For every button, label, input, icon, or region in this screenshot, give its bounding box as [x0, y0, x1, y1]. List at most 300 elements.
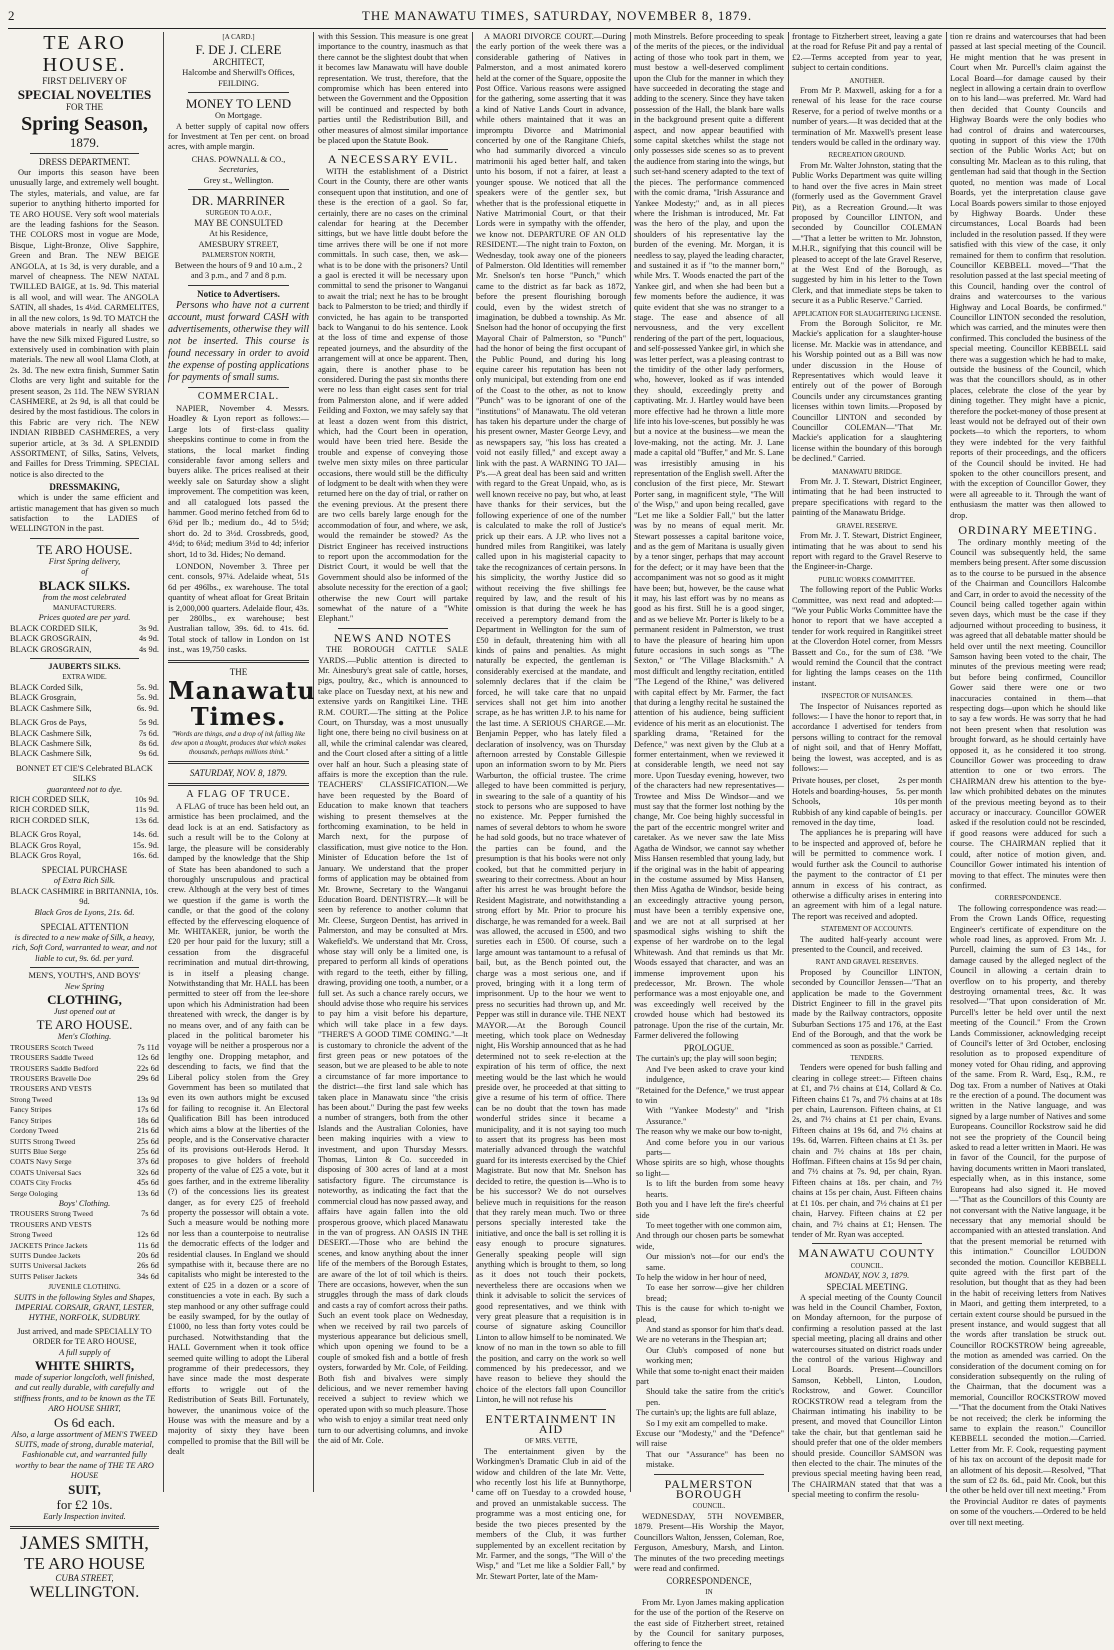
advert-line: IN [705, 1588, 713, 1597]
price-row [10, 704, 159, 714]
price-item: TROUSERS Strong Tweed [10, 1209, 93, 1219]
advert-line: FEILDING. [218, 78, 259, 88]
advert-line: Boys' Clothing. [58, 1198, 111, 1208]
price-value: 9s 6d. [138, 749, 159, 759]
advert-line: Black Gros de Lyons, 21s. 6d. [34, 907, 135, 917]
price-row [10, 693, 159, 703]
price-item: BLACK Gros Royal, [10, 840, 81, 850]
price-row [10, 805, 159, 815]
advert-line: JUVENILE CLOTHING. [48, 1283, 121, 1292]
price-value: 7s 6d [141, 1209, 159, 1219]
price-item: Fancy Stripes [10, 1115, 52, 1125]
section-heading: CORRESPONDENCE, [666, 1576, 752, 1587]
advert-line: SUIT, [68, 1481, 101, 1497]
price-item: BLACK Cashmere Silk, [10, 703, 92, 713]
poem-line: To ease her sorrow—give her children bread; [646, 1283, 784, 1303]
advert-line: BLACK CASHMIRE in BRITANNIA, 10s. 9d. [10, 886, 159, 907]
price-row [10, 1095, 159, 1105]
article-body: moth Minstrels. Before proceeding to speak of the merits of the pieces, or the individual acting of those who took part in them, we must bestow a well-deserved compliment upon the Club for the manner in which they have succeeded in decorating the stage and adding to the scenery. Since they have taken possession of the Hall, the blank bare walls in the background present quite a different aspect, and now appear beautified with some capital sketches whilst the stage not only possesses side scenes so as to prevent the audience from staring into the wings, but such set-hand scenery adapted to the text of the pieces. The performance commenced with the comic drama, "Irish Assurance and Yankee Modesty;" and, as in all pieces where the Irishman is introduced, Mr. Fat was the hero of the play, and upon the shoulders of his representative lay the burden of the evening. Mr. Morgan, it is needless to say, played the leading character, and sustained it as if "to the manner born," while Mrs. T. Woods enacted the part of the Yankee girl, and when she had been but a few moments before the audience, it was quite evident that she was no stranger to a stage. The ease and absence of all nervousness, and the very excellent rendering of the part of the pert, loquacious, and self-possessed Yankee girl, in which she was letter perfect, was a pleasing contrast to the timidity of the other lady performers, who, however, looked as if was intended they should, exceedingly pretty and captivating. Mr. J. Hartley would have been more effective had he thrown a little more life into his love-scenes, but possibly he was but a novice at the business—we mean the love-making, not the acting. Mr. J. Lane made a capital old "Buffer," and Mr. S. Lane was irresistibly amusing in his representation of the English swell. After the conclusion of the first piece, Mr. Stewart Porter sang, in magnificent style, "The Will o' the Wisp," and upon being recalled, gave "Let me like a Soldier Fall," but the latter was by no means of equal merit. Mr. Stewart possesses a capital baritone voice, and as the gem of Maritana is usually given by a tenor singer, perhaps that may account for the defect; or it may have been that the accompaniment was not so good as it might have been; but, however, be the cause what it may, his last effort was by no means as good as his first. Still he is a good singer, and as we believe Mr. Porter is likely to be a permanent resident in Palmerston, we trust to have the pleasure of hearing him upon future occasions in such songs as "The Sexton," or "The Village Blacksmith." A most difficult and lengthy recitation, entitled "The Legend of the Rhine," was delivered with capital effect by Mr. Farmer, the fact that during a lengthy recital he sustained the attention of his audience, being sufficient evidence of his merit as an elocutionist. The sparkling drama, "Retained for the Defence," was next given by the Club at a former entertainment, when we reviewed it at considerable length, we need not say more. Upon Tuesday evening, however, two of the characters had new representatives—Trowtee and Miss De Windsor—and we must say that the former lost nothing by the change, Mr. Coe being highly successful in the part of the eccentric mongrel writer and caretaker. As we never saw the late Miss Agatha de Windsor, we cannot say whether Miss Hansen resembled that young lady, but if the original was in the habit of appearing in the costume assumed by Miss Hansen, then Miss Agatha de Windsor, beside being an exceedingly attractive young person, must have been a terribly expensive one, and we are not at all surprised at her spasmodical sighs wishing to shift the expense of her wardrobe on to the legal Whitewash. And that reminds us that Mr. Woods essayed that character, and was an immense improvement upon his predecessor, Mr. Brown. The whole performance was a most enjoyable one, and was exceedingly well received by the crowded house which had bestowed its patronage. Upon the rise of the curtain, Mr. Farmer delivered the following [634, 32, 785, 1040]
article-body: LONDON, November 3. Three per cent. consols, 97¼. Adelaide wheat, 51s 6d per 496lbs., ex warehouse. The total quantity of wheat afloat for Great Britain is 2,000,000 quarters. Adelaide flour, 43s. per 280lbs., ex warehouse; best Australian tallow, 39s. 6d. to 41s. 6d. Total stock of tallow in London on 1st inst., was 19,750 casks. [168, 562, 309, 655]
poem-line: So I my exit am compelled to make. [646, 1418, 768, 1428]
price-list [10, 718, 159, 760]
article-body: The entertainment given by the Workingmen's Dramatic Club in aid of the widow and children of the late Mr. Vette, who recently lost his life at Bunnythorpe, came off on Tuesday to a crowded house, and proved an unmistakable success. The programme was a most enticing one, for beside the two pieces presented by the members of the Club, it was further supplemented by an excellent recitation by Mr. Farmer, and the songs, "The Will o' the Wisp," and "Let me like a Soldier Fall," by Mr. Stewart Porter, late of the Mam- [476, 1446, 626, 1581]
price-value: 25s 6d [136, 1136, 159, 1146]
price-row [10, 683, 159, 693]
subhead: RANT AND GRAVEL RESERVES. [815, 958, 919, 967]
price-row [10, 1157, 159, 1167]
price-row [792, 787, 942, 797]
price-row [10, 1209, 159, 1219]
article-body: The ordinary monthly meeting of the Council was subsequently held, the same members being present. After some discussion as to the course to be pursued in the absence of the Chairman and Councillors Halcombe and Carr, in order to avoid the necessity of the Council being called together again within seven days, which must be the case if they adjourned without proceeding to business, it was agreed that all debatable matter should be held over until the next meeting. Councillor Samson having been voted to the chair, The minutes of the previous meeting were read; but before being confirmed, Councillor Gower said there were one or two inaccuracies contained in them—that respecting dogs—upon which he should like to say a few words. He was sorry that he had not been present when that resolution was brought forward, as he should certainly have opposed it, as he considered it too strong. Councillor Gower was proceeding to draw attention to one or two errors. The CHAIRMAN drew his attention to the bye-law which prohibited debates on the minutes of the previous meeting beyond as to their accuracy or inaccuracy. Councillor GOWER asked if the resolution could not be rescinded, if good reasons were adduced for such a course. The CHAIRMAN replied that it could, after notice of motion given, and. Councillor Gower intimated his intention of moving to that effect. The minutes were then confirmed. [950, 537, 1106, 890]
column-rule [163, 32, 164, 1492]
article-body: The following report of the Public Works Committee, was next read and adopted:— "We your Public Works Committee have the honor to report that we have accepted a tender for work required in Rangitikei street at the Cloverdon Hotel corner, from Messrs Bassett and Co., for the sum of £38. "We would remind the Council that the contract for lighting the lamps ceases on the 11th instant. [792, 585, 942, 688]
advert-body: A better supply of capital now offers for Investment at Ten per cent. on broad acres, with ample margin. [168, 121, 309, 152]
column-rule [788, 32, 789, 1492]
price-row [10, 1043, 159, 1053]
price-item: Rubbish of any kind capable of being removed in the day time, [792, 807, 918, 828]
price-value: 11s 9d. [135, 805, 159, 815]
advert-line: FOR THE [65, 102, 104, 112]
article-body: WEDNESDAY, 5TH NOVEMBER, 1879. Present—His Worship the Mayor, Councillors Walton, Jenssen, Coleman, Roe, Ferguson, Amesbury, Marsh, and Linton. The minutes of the two preceding meetings were read and confirmed. [634, 1511, 784, 1573]
subhead: SPECIAL MEETING. [826, 1281, 908, 1292]
price-value: 16s. 6d. [132, 850, 159, 860]
price-value: 15s. 9d. [132, 840, 159, 850]
article-body: The Inspector of Nuisances reported as follows:— I have the honor to report that, in accordance I advertised for tenders from persons willing to contract for the removal of night soil, and that of Henry Moffatt, being the lowest, was accepted, and is as follows:— [792, 701, 942, 774]
advert-line: At his Residence, [209, 229, 268, 239]
price-value: 10s per month [894, 797, 942, 807]
poem-line: The curtain's up; the lights are full ablaze, [636, 1408, 777, 1418]
price-value: 21s 6d [136, 1126, 159, 1136]
price-value: 6s. 9d. [136, 703, 159, 713]
section-heading: NEWS AND NOTES [334, 630, 452, 645]
price-row [10, 739, 159, 749]
advert-line: guaranteed not to dye. [46, 784, 123, 794]
article-subheading: COUNCIL. [850, 1261, 884, 1270]
price-value: 4s 9d. [138, 634, 159, 644]
poem-line: To help the widow in her hour of need, [636, 1272, 767, 1282]
advert-line: CUBA STREET, [55, 1573, 114, 1584]
price-item: TROUSERS AND VESTS [10, 1219, 92, 1229]
price-row [792, 776, 942, 786]
poem-line: Both you and I have left the fire's cheerful side [636, 1200, 784, 1220]
advert-line: AMESBURY STREET, [198, 239, 279, 249]
price-value: 7s 6d. [138, 728, 159, 738]
section-heading: DRESSMAKING, [49, 482, 120, 493]
price-value: 13s 6d [136, 1188, 159, 1198]
advert-title: TE ARO HOUSE. [42, 32, 127, 76]
price-item: BLACK GROSGRAIN, [10, 644, 92, 654]
masthead-line: THE [229, 666, 248, 677]
rate-list [792, 776, 942, 828]
price-item: TROUSERS Saddle Tweed [10, 1053, 94, 1063]
article-body: The audited half-yearly account were presented to the Council, and received. [792, 934, 942, 954]
price-row [10, 634, 159, 644]
poem-line: And I've been asked to crave your kind indulgence, [646, 1064, 784, 1085]
subhead: TENDERS. [850, 1054, 884, 1062]
column-rule [946, 32, 947, 1492]
advert-line: MAY BE CONSULTED [194, 218, 283, 229]
price-value: 37s 6d [136, 1157, 159, 1167]
price-value: 12s 6d [136, 1053, 159, 1063]
price-value: 34s 6d [136, 1271, 159, 1281]
price-value: 12s 6d [136, 1230, 159, 1240]
price-value: 5s 9d. [138, 718, 159, 728]
column-rule [630, 32, 631, 1492]
article-body: From Mr. J. T. Stewart, District Engineer, intimating that he was about to send his report with regard to the Gravel Reserve to the Engineer-in-Charge. [792, 531, 942, 572]
article-body: Tenders were opened for bush falling and clearing in college street:— Fifteen chains at £1, and 7½ chains at £14, Collard & Co. Fifteen chains £1 7s, and 7½ chains at at 18s per chain, Laurenson. Fifteen chains, at £1 2s, and 7½ chains at £1 per chain, Evans. Fifteen chains at 19s 6d, and 7½ chains at 19s. 6d, Warren. Fifteen chains at £1 3s. per chain and 7½ chains at 18s per chain, Hoffman. Fifteen chains at 15s 9d per chain, and 7½ chains at 7s. 9d, per chain, Ryan. Fifteen chains at 18s. per chain, and 7½ chains at 15s per chain, Aust. Fifteen chains at £1 10s. per chain, and 7½ chains at £1 per chain, Harvey. Fifteen chains at £2 per chain, and 7½ chains at £1; Hensen. The tender of Mr. Ryan was accepted. [792, 1063, 942, 1239]
advert-line: FIRST DELIVERY OF [42, 76, 127, 86]
advert-line: New Spring [64, 981, 105, 991]
section-heading: JAUBERTS SILKS. [48, 662, 121, 672]
price-value: 26s 6d [136, 1261, 159, 1271]
price-row [10, 1168, 159, 1178]
advert-line: of Extra Rich Silk. [53, 876, 116, 886]
poem-line: Whose spirits are so high, whose thoughts so light— [636, 1158, 784, 1178]
price-value: 5s. 9d. [136, 693, 159, 703]
price-item: RICH CORDED SILK, [10, 805, 90, 815]
price-row [10, 1220, 159, 1230]
article-body: with this Session. This measure is one great importance to the country, inasmuch as that there cannot be the slightest doubt that when it becomes law Manawatu will have double representation. We trust, therefore, that the compromise which has been entered into between the Government and the Opposition will be continued and respected by both parties until the Redistribution Bill, and other measures of almost similar importance be placed upon the Statute Book. [318, 32, 469, 146]
price-row [10, 1064, 159, 1074]
price-value: 45s 6d [136, 1178, 159, 1188]
advert-title: TE ARO HOUSE. [36, 541, 133, 557]
article-body: From Mr. Lyon James making application for the use of the portion of the Reserve on the east side of Fitzherbert street, retained by the Council for sanitary purposes, offering to fence the [634, 1597, 784, 1649]
price-row [10, 1261, 159, 1271]
article-body: tion re drains and watercourses that had been passed at last special meeting of the Council. He might mention that he was present in Court when Mr. Purcell's claim against the Local Board—for damage caused by their neglect in allowing a certain drain to overflow on to his land—was preferred. Mr. Ward had then decided that County Councils and Highway Boards were the only bodies who had control of drains and watercourses, quoting in support of this view the 170th section of the Public Works Act; but on consulting Mr. Maclean as to this ruling, that gentleman had said that though in the Section quoted, no mention was made of Local Boards, yet the interpretation clause gave Local Boards powers similar to those enjoyed by Highway Boards. Under these circumstances, Local Boards had been included in the resolution passed. If they were satisfied with this view of the case, it only remained for them to confirm that resolution. Councillor KEBBELL moved—"That the resolution passed at the last special meeting of this Council, handing over the control of drains and watercourses to the various Highway and Local Boards, be confirmed." Councillor LINTON seconded the resolution, which was carried, and the minutes were then confirmed. This concluded the business of the special meeting. Councillor KEBBELL said there was a suggestion which he had to make, outside the business of the Council, which was that the councillors should, as in other places, celebrate the close of the year by dining together. They might have a picnic, therefore the pocket-money of those present at least would not be defrayed out of their own pockets—to which the reporters, to whom they were indebted for the very faithful reports of their proceedings, and the officers of the Council should be invited. He had spoken to the other councillors present, and with the exception of Councillor Gower, they were all agreeable to it. Through the want of enthusiasm the matter was then allowed to drop. [950, 32, 1106, 520]
poem-line: Should take the satire from the critic's pen. [646, 1387, 784, 1407]
price-value: 5s. 9d. [136, 682, 159, 692]
poem-line: And stand as sponsor for him that's dead. [646, 1324, 784, 1334]
meeting-date: MONDAY, NOV. 3, 1879. [824, 1271, 910, 1281]
section-heading: DRESS DEPARTMENT. [39, 157, 130, 167]
price-item: BLACK Cashmere Silk, [10, 728, 92, 738]
price-row [10, 841, 159, 851]
price-value: 13s 6d. [134, 815, 159, 825]
price-item: Serge Oologing [10, 1188, 58, 1198]
price-value: 2s per month [898, 776, 942, 786]
column-1 [10, 32, 159, 1602]
advert-line: 1879. [69, 135, 100, 150]
poem-line: Our Club's composed of none but working men; [646, 1345, 784, 1366]
price-value: 22s 6d [136, 1063, 159, 1073]
price-list [10, 1209, 159, 1282]
advert-line: SUITS in the following Styles and Shapes, IMPERIAL CORSAIR, GRANT, LESTER, HYTHE, NORFOLK, SUDBURY. [14, 1292, 155, 1323]
price-value: 17s 6d [136, 1105, 159, 1115]
poem-line: This is the cause for which to-night we plead, [636, 1304, 784, 1324]
price-list [10, 830, 159, 861]
price-list [10, 624, 159, 655]
advert-title: JAMES SMITH, [20, 1533, 149, 1555]
advert-line: of [81, 567, 88, 577]
price-item: BLACK Cashmere Silk, [10, 738, 92, 748]
price-row [792, 808, 942, 829]
price-row [10, 1189, 159, 1199]
price-row [10, 1105, 159, 1115]
column-3 [318, 32, 468, 1492]
price-row [10, 816, 159, 826]
column-5 [634, 32, 785, 1649]
column-7 [950, 32, 1106, 1527]
price-item: TROUSERS AND VESTS [10, 1084, 92, 1094]
price-item: COATS City Frocks [10, 1178, 72, 1188]
price-item: JACKETS Prince Jackets [10, 1240, 88, 1250]
article-body: The following correspondence was read:— From the Crown Lands Office, requesting Engineer's certificate of expenditure on the whole road lines, as approved. From Mr. J. Purcell, claiming the sum of £3 14s., for damage caused by the alleged neglect of the Council in allowing a certain drain to overflow on to his property, and thereby destroying ornamental trees, &c. It was resolved—"That upon consideration of Mr. Purcell's letter be held over until the next meeting of the Council." From the Crown Lands Commissioner, acknowledging receipt of Council's letter of 3rd October, enclosing resolution as to proposed expenditure of money voted for Ohau riding, and approving of the same. From R. Ward, Esq., R.M., re Dog tax. From a number of Natives at Otaki re the erection of a pound. The document was written in the Native language, and was signed by a large number of Natives and some Europeans. Councillor Rockstrow said he did not see the propriety of the Council being asked to read a letter written in Maori. He was in favor of the Council, for the purpose of having documents written in Maori translated, especially when, as in this instance, some Europeans had also signed it. He moved—"That as the Councillors of this County are not conversant with the Native language, it be necessary that any memorial should be accompanied with an attested translation. And that the present memorial be returned with this intimation." Councillor LOUDON seconded the motion. Councillor KEBBELL quite agreed with the first part of the resolution, but thought that as they had been in the habit of receiving letters from Natives in Maori, and getting them interpreted, to a certain extent course should be pursued in the present instance, and would suggest that all the words after translation be struck out. Councillor ROCKSTROW being agreeable, the motion as amended was carried. On the consideration of the document coming on for consideration subsequently on the ruling of the Chairman, that the document was a memorial, Councillor ROCKSTROW moved—"That the document from the Otaki Natives be not received; the clerk be informing the same to explain the reason." Councillor KEBBELL seconded the motion.—Carried. Letter from Mr. F. Cook, requesting payment of his tax on account of the deposit made for an allotment of his deposit.—Resolved, "That the sum of £2 8s. 6d., paid Mr. Cook, but this the other be held over till next meeting." From the Provincial Auditor re dates of payments on some of the vouchers.—Ordered to be held over till next meeting. [950, 903, 1106, 1527]
price-row [10, 1126, 159, 1136]
subhead: PUBLIC WORKS COMMITTEE. [818, 575, 916, 584]
price-item: Strong Tweed [10, 1094, 53, 1104]
article-heading: A FLAG OF TRUCE. [186, 788, 291, 800]
masthead [8, 6, 1106, 29]
subhead: STATEMENT OF ACCOUNTS. [821, 925, 913, 934]
column-rule [313, 32, 314, 1492]
price-row [10, 1053, 159, 1063]
price-row [10, 749, 159, 759]
price-item: TROUSERS Saddle Bedford [10, 1063, 99, 1073]
paper-title: Manawatu Times. [168, 675, 316, 731]
advert-line: BONNET ET CIE'S Celebrated BLACK SILKS [16, 763, 153, 784]
price-value: 29s 6d [136, 1074, 159, 1084]
subhead: MANAWATU BRIDGE. [832, 467, 902, 476]
advert-title: DR. MARRINER [191, 193, 286, 209]
advert-line: SURGEON TO A.O.F., [205, 209, 272, 218]
advert-line: Just opened out at [53, 1007, 116, 1017]
article-heading: MANAWATU COUNTY [798, 1246, 936, 1261]
poem-line: Is to lift the burden from some heavy hearts. [646, 1179, 784, 1199]
poem-line: That our "Assurance" has been no mistake. [646, 1449, 784, 1470]
advert-line: EXTRA WIDE. [62, 673, 107, 682]
price-row [10, 1084, 159, 1094]
poem-line: To meet together with one common aim, [646, 1220, 782, 1230]
advert-line: On Mortgage. [215, 111, 262, 121]
poem-line: While that some to-night enact their maiden part [636, 1366, 784, 1386]
article-body: From Mr P. Maxwell, asking for a for a renewal of his lease for the race course Reserve, for a period of twelve months or a number of years.—It was decided that at the termination of Mr. Maxwell's present lease tenders would be called in the ordinary way. [792, 86, 942, 148]
page-number: 2 [8, 8, 15, 23]
advert-title: MONEY TO LEND [185, 96, 292, 112]
price-item: Schools, [792, 797, 821, 807]
issue-date: SATURDAY, NOV. 8, 1879. [189, 767, 288, 778]
subhead: ANOTHER. [849, 76, 885, 85]
advert-line: from the most celebrated [42, 592, 127, 602]
section-heading: SPECIAL PURCHASE [41, 865, 128, 876]
price-item: RICH CORDED SILK, [10, 815, 90, 825]
advert-title: WELLINGTON. [29, 1584, 140, 1602]
price-item: SUITS Dundee Jackets [10, 1250, 81, 1260]
price-value: 11s 6d [137, 1240, 159, 1250]
price-item: BLACK Gros de Pays, [10, 718, 87, 728]
column-2 [168, 32, 316, 1492]
article-subheading: OF MRS. VETTE, [524, 1437, 578, 1446]
price-value: 20s 6d [136, 1250, 159, 1260]
price-item: Hotels and boarding-houses, [792, 786, 888, 796]
column-rule [472, 32, 473, 1492]
article-body: From Mr. Walter Johnston, stating that the Public Works Department was quite willing to hand over the five acres in Main street (formerly used as the Government Gravel Pit), as a Recreation Ground.—It was proposed by Councillor LINTON, and seconded by Councillor COLEMAN—"That a letter be written to Mr. Johnston, M.H.R., signifying that this council will be pleased to accept of the late Gravel Reserve, at the West End of the Borough, as suggested by him in his letter to the Town Clerk, and that immediate steps be taken to secure it as a Public Reserve." Carried. [792, 160, 942, 306]
article-body: From the Borough Solicitor, re Mr. Mackie's application for a slaughter-house license. Mr. Mackie was in attendance, and his Worship pointed out as a Bill was now under discussion in the House of Representatives which would leave it entirely out of the power of Borough Councils under any circumstances granting licenses within town limits.—Proposed by Councillor LINTON and seconded by Councillor COLEMAN—"That Mr. Mackie's application for a slaughtering license within the boundary of this borough be declined." Carried. [792, 318, 942, 464]
price-row [10, 1074, 159, 1084]
price-value: 25s 6d [136, 1146, 159, 1156]
price-value: 32s 6d [136, 1167, 159, 1177]
price-list [10, 795, 159, 826]
article-subheading: COUNCIL. [692, 1502, 726, 1511]
poem-line: Excuse our "Modesty," and the "Defence" will raise [636, 1429, 784, 1449]
article-body: Proposed by Councillor LINTON, seconded by Councillor Jenssen—"That an application be made to the Government District Engineer to fill in the gravel pits made by the Railway contractors, opposite Suburban Sections 175 and 176, at the East End of the Borough, and that the work be commenced as soon as possible." Carried. [792, 967, 942, 1050]
price-row [10, 1241, 159, 1251]
price-item: Cordony Tweed [10, 1126, 59, 1136]
price-item: COATS Navy Serge [10, 1157, 72, 1167]
advert-line: Prices quoted are per yard. [38, 613, 131, 623]
price-item: BLACK Corded Silk, [10, 682, 83, 692]
price-value: 5s. per month [896, 786, 942, 796]
article-body: A MAORI DIVORCE COURT.—During the early portion of the week there was a considerable gathering of Natives in Palmerston, and a most animated korero held at the corner of the Square, opposite the Post Office. Various reasons were assigned for the gathering, some asserting that it was a kind of Native Lands Court in advance, while others maintained that it was an impromptu Divorce and Matrimonial concerted by one of the Rangitane Chiefs, who had summarily divorced a vinculo matrimonii his aged better half, and taken unto his bosom, if not a fairer, at least a younger spouse. We noticed that all the speakers were of the gentler sex, but whether that is the professional etiquette in Native Matrimonial Court, or that their Lords were in sympathy with the offender, we know not. DEPARTURE OF AN OLD RESIDENT.—The night train to Foxton, on Wednesday, took away one of the pioneers of Palmerston. Old Identities will remember Mr. Snelson's ten horse "Punch," which came to the district as far back as 1872, before the present flourishing borough could, even by the widest stretch of imagination, be dubbed a township. As Mr. Snelson had the honor of occupying the first Mayoral Chair of Palmerston, so "Punch" had the honor of being the first occupant of the Public Pound, and during his long equine career his reputation has been not only municipal, but extending from one end of the Coast to the other, as not to know "Punch" was to be ignorant of one of the "institutions" of Manawatu. The old veteran has taken his departure under the charge of his present owner, Master George Levy, and as newspapers say, "his loss has created a void not easily filled," and except away a link with the past. A WARNING TO JAI—P's.—A great deal has been said and written with regard to the Great Unpaid, who, as is well known receive no pay, but who, at least have thanks for their services, but the following experience of one of the number is calculated to make the roll of Justice's prick up their ears. A J.P. who lives not a hundred miles from Rangitikei, was lately called upon in his magisterial capacity to take the recognizances of certain persons. In his simplicity, the worthy Justice did so without receiving the five shillings fee required by law, and the result of his omission is that during the week he has received a peremptory demand from the Department in Wellington for the sum of £50 in default, threatening him with all kinds of pains and penalties. As might naturally be expected, the gentleman is considerably exercised at the mandate, and solemnly declares that if the claim be forced, he will take care that no unpaid services shall not get him into another scrape, as he has written J.P. to his name for the last time. A SERIOUS CHARGE.—Mr. Benjamin Pepper, who has lately filed a declaration of insolvency, was on Thursday afternoon arrested by Constable Gillespie upon an information sworn to by Mr. Piers Warburton, the official trustee. The crime alleged to have been committed is perjury, in swearing to the sale of a quantity of his stock to persons who are supposed to have no existence. Mr. Pepper furnished the names of several debtors to whom he swore he had sold goods, but no trace whatever of the parties can be found, and the presumption is that his books were not only cooked, but that he committed perjury in swearing to their correctness. About an hour after his arrest he was brought before the Resident Magistrate, and notwithstanding a strong effort by Mr. Prior to procure his discharge, he was remanded for a week. Bail was allowed, the accused in £500, and two sureties each in £500. Of course, such a large amount was tantamount to a refusal of bail, but, as the Bench pointed out, the charge was a most serious one, and if proved, bringing with it a long term of imprisonment. Up to the hour we went to press no securities had thrown up, and Mr. Pepper was still in durance vile. THE NEXT MAYOR.—At the Borough Council meeting, which took place on Wednesday night, His Worship announced that as he had determined not to seek re-election at the expiration of his term of office, the next meeting would be the last which he would preside over, he proceeded at that sitting to give a resume of his term of office. There can be no doubt that the town has made wonderful strides since it became a municipality, and it is not saying too much to assert that its progress has been most materially advanced through the watchful guard for its interests exercised by the Chief Magistrate. But now that Mr. Snelson has decided to retire, the question is—Who is to be his successor? We do not ourselves believe much in requisitions for the reason that they rarely mean much. Two or three persons specially interested take the initiative, and once the ball is set rolling it is easy enough to procure signatures. Generally speaking people will sign anything which is brought to them, so long as it does not touch their pockets, nevertheless there are occasions when we think it advisable to solicit the services of good representatives, and we think with very great pleasure that a requisition is in course of signature asking Councillor Linton to allow himself to be nominated. We know of no man in the town so able to fill the position, and carry on the work so well commenced by his predecessor, and we have reason to believe they should the choice of the electors fall upon Councillor Linton, he will not refuse his [476, 32, 627, 1405]
price-item: BLACK Gros Royal, [10, 830, 81, 840]
price-item: RICH CORDED SILK, [10, 794, 90, 804]
price-value: 13s 9d [136, 1094, 159, 1104]
article-body: WITH the establishment of a District Court in the County, there are other wants consequent upon that institution, and one of these is the erection of a gaol. So far, certainly, there are no cases on the criminal calendar for hearing at the December sittings, but we have little doubt before the time arrives there will be one if not more committals. In such case, then, we ask—what is to be done with the prisoners? Until a gaol is erected it will be necessary upon committal to send the prisoner to Wanganui to await the trial; next he has to be brought back to Palmerston to be tried; and thirdly if convicted, he has again to be transported back to Wanganui to do his sentence. Look at the loss of time and expense of those repeated journeys, and the absurdity of the arrangement will at once be apparent. Then, again, there is another phase to be considered. During the past six months there were no less than eight cases sent for trial from Palmerston alone, and if were added Feilding and Foxton, we may safely say that at least a dozen went from this district, which, had the Court been in operation, would have been tried here. Beside the trouble and expense of conveying those twelve men sixty miles on three particular occasions, there would still be the difficulty of lodgment to be dealt with when they were returned here on the day of trial, or rather on the evening previous. At the present there are two cells barely large enough for the accommodation of four, and where, we ask, would the remainder be stowed? As the District Engineer has received instructions to report upon the accommodation for the District Court, it would be well that the Government should also be informed of the absolute necessity for the erection of a gaol; otherwise the new Court will partake somewhat of the nature of a "White Elephant." [318, 166, 468, 624]
price-item: SUITS Blue Serge [10, 1146, 67, 1156]
price-row [10, 1116, 159, 1126]
section-heading: ORDINARY MEETING. [958, 523, 1098, 538]
article-body: THE BOROUGH CATTLE SALE YARDS.—Public attention is directed to Mr. Ainesbury's great sale of cattle, horses, pigs, poultry, &c., which is announced to take place on Tuesday next, at his new and extensive yards on Rangitikei Line. THE R.M. COURT.—The sitting at the Police Court, on Thursday, was a most unusually light one, there being no civil business on at all, while the criminal calendar was cleared, and the Court closed after a sitting of a little over half an hour. Such a pleasing state of affairs is more the exception than the rule. TEACHERS' CLASSIFICATION.—We have been requested by the Board of Education to make known that teachers wishing to present themselves at the forthcoming examination, to be held in March next, for the purpose of classification, must give notice to the Hon. Minister of Education before the 1st of January. We understand that the proper forms of application may be obtained from Mr. Browne, Secretary to the Wanganui Education Board. DENTISTRY.—It will be seen by reference to another column that Mr. Cleese, Surgeon Dentist, has arrived in Palmerston, and may be consulted at Mrs. Wakefield's. We understand that Mr. Cross, whose stay will only be a limited one, is prepared to perform all kinds of operations with regard to the teeth, either by filling, drawing, providing one tooth, a number, or a full set. As such a chance rarely occurs, we should advise those who require his services to pay him a visit before his departure, which will take place in a few days. "THERE'S A GOOD TIME COMING."—It is customary to chronicle the advent of the first green peas or new potatoes of the season, but we are pleased to be able to note a circumstance of far more importance to the district—the first land sale which has taken place in Manawatu since "the crisis has been about." During the past few weeks a number of strangers, both from the other Islands and the Australian Colonies, have been making inquiries with a view to investment, and upon Thursday Messrs. Thomas, Linton & Co. succeeded in disposing of 300 acres of land at a most satisfactory figure. The circumstance is noteworthy, as indicating the fact that the commercial cloud has now passed away, and affairs have again fallen into the old prosperous groove, which placed Manawatu in the van of progress. AN OASIS IN THE DESERT.—Those who are behind the scenes, and know anything about the inner life of the members of the Borough Estates, are aware of the lot of toil which is theirs. There are occasions, however, when the sun struggles through the mass of dark clouds and casts a ray of comfort across their paths. Such an event took place on Wednesday, when we received by rail two parcels of mysterious appearance but delicious smell, which upon opening we found to be a couple of smoked fish and a bottle of fresh oysters, forwarded by Mr. Cole, of Feilding. Both fish and bivalves were simply delicious, and we never remember having received a subject to review which we operated upon with so much pleasure. Those who wish to enjoy a similar treat need only turn to our advertising columns, and invoke the aid of Mr. Cole. [318, 645, 468, 1446]
advert-line: Just arrived, and made SPECIALLY TO ORDER for TE ARO HOUSE, [17, 1326, 152, 1347]
price-item: BLACK CORDED SILK, [10, 623, 98, 633]
price-row [10, 718, 159, 728]
notice-heading: Notice to Advertisers. [197, 288, 280, 299]
price-item: BLACK GROSGRAIN, [10, 634, 92, 644]
article-heading: A NECESSARY EVIL. [327, 152, 459, 167]
price-value: 7s 11d [137, 1042, 159, 1052]
advert-line: CLOTHING, [47, 992, 122, 1008]
poem-line: Our mission's not—for our end's the same. [646, 1252, 784, 1272]
advert-line: TE ARO HOUSE. [36, 1017, 133, 1033]
price-row [10, 1251, 159, 1261]
price-item: BLACK Gros Royal, [10, 850, 81, 860]
advert-body: Our imports this season have been unusually large, and extremely well bought. The styles, materials, and value, are far superior to anything hitherto imported for TE ARO HOUSE. Very soft wool materials are the leading fashions for the Season. THE COLORS most in vogue are Mode, Bisque, Light-Bronze, Olive Sapphire, Green and Bran. The NEW BEIGE ANGOLA, at 1s 3d, is very durable, and a marvel of cheapness. The NEW NATAL TWILLED BAIGE, at 1s. 9d. This material is all wool, and will wear. The ANGOLA SATIN, all shades, 1s 4½d. CARMELITES, in all the new colors, 1s 9d. TO MATCH the above materials in nearly all shades we have the new Silk mixed Figured Lustre, so extensively used in combination with plain materials. The new all wool Llama Cloth, at 2s. 3d. The new extra finish, Summer Satin Cloths are very light and suitable for the present season, 2s 11d. The NEW SYRIAN CASHMERE, at 2s 9d, is all that could be desired by the most fastidious. The colors in this Fabric are very rich. The NEW INDIAN RIBBED CASHMERES, a very superior article, at 3s 3d. A SPLENDID ASSORTMENT, of Silks, Satins, Velvets, and Failles for Dress Trimming. SPECIAL notice is also directed to the [10, 168, 159, 479]
advert-line: ARCHITECT, [212, 57, 265, 68]
advert-line: for £2 10s. [56, 1496, 113, 1512]
poem-line: And come before you in our various parts— [646, 1137, 784, 1158]
price-item: Fancy Stripes [10, 1105, 52, 1115]
advert-line: First Spring delivery, [48, 556, 121, 566]
section-heading: SPECIAL ATTENTION [40, 922, 129, 932]
advert-line: Halcombe and Sherwill's Offices, [182, 68, 295, 78]
price-row [10, 1272, 159, 1282]
advert-line: Men's Clothing. [57, 1032, 112, 1042]
price-row [10, 729, 159, 739]
column-4 [476, 32, 627, 1581]
article-body: From Mr. J. T. Stewart, District Engineer, intimating that he had been instructed to prepare specifications with regard to the painting of the Manawatu Bridge. [792, 477, 942, 518]
subhead: CORRESPONDENCE. [994, 894, 1062, 903]
article-body: NAPIER, November 4. Messrs. Hoadley & Lyon report as follows:—Large lots of first-class quality sheepskins continue to come in from the stations, the local market finding considerable favor among sellers and buyers alike. The prices realised at their weekly sale on Saturday show a slight improvement. The competition was keen, and all catalogued lots passed the hammer. Good merino fetched from 6d to 6¾d per lb.; medium do., 4d to 5½d; short do. 2d to 3½d. Crossbreds, good, 4½d; to 6¼d; medium 3½d to 4d; inferior short, 1d to 3d. Hides; No demand. [168, 403, 309, 559]
section-heading: PROLOGUE. [683, 1043, 735, 1054]
advert-line: WHITE SHIRTS, [34, 1358, 135, 1374]
price-row [792, 797, 942, 807]
advert-line: CHAS. POWNALL & CO., [191, 154, 286, 164]
column-6 [792, 32, 942, 1500]
price-row [10, 624, 159, 634]
price-item: BLACK Cashmere Silk, [10, 749, 92, 759]
price-item: TROUSERS Bravelle Doe [10, 1074, 91, 1084]
notice-body: Persons who have not a current account, must forward CASH with advertisements, otherwise they will not be inserted. This course is found necessary in order to avoid the expense of posting applications for payments of small sums. [168, 299, 309, 383]
newspaper-header: THE MANAWATU TIMES, SATURDAY, NOVEMBER 8, 1879. [361, 8, 753, 23]
price-row [10, 1178, 159, 1188]
price-row [10, 1147, 159, 1157]
price-item: SUITS Peliser Jackets [10, 1271, 78, 1281]
advert-line: [A CARD.] [222, 33, 255, 41]
poem-line: "Retained for the Defence," we trust appear to win [636, 1085, 784, 1106]
price-row [10, 1137, 159, 1147]
article-heading: ENTERTAINMENT IN AID [485, 1411, 617, 1437]
poem-line: The reason why we make our bow to-night, [636, 1127, 783, 1137]
price-row [10, 795, 159, 805]
price-item: COATS Universal Sacs [10, 1167, 82, 1177]
advert-line: made of superior longcloth, well finished, and cut really durable, with carefully and stiffness fronts, and to be known as the TE ARO HOUSE SHIRT, [13, 1373, 156, 1414]
advert-line: MANUFACTURERS. [52, 604, 117, 613]
advert-title: TE ARO HOUSE [24, 1554, 145, 1574]
advert-line: Secretaries, [218, 165, 259, 175]
subhead: RECREATION GROUND. [828, 151, 906, 160]
motto: "Words are things, and a drop of ink falling like dew upon a thought, produces that which makes thousands, perhaps millions think." [171, 729, 306, 756]
advert-line: Grey st., Wellington. [203, 175, 274, 185]
price-item: SUITS Universal Jackets [10, 1261, 87, 1271]
advert-line: is directed to a new make of Silk, a heavy, rich, Soft Cord, warranted to wear, and not liable to cut, 9s. 6d. per yard. [12, 933, 157, 963]
advert-line: Early Inspection invited. [43, 1511, 126, 1521]
price-value: 10s 9d. [134, 794, 159, 804]
price-row [10, 1230, 159, 1240]
price-item: TROUSERS Scotch Tweed [10, 1042, 94, 1052]
article-body: A special meeting of the County Council was held in the Council Chamber, Foxton, on Monday afternoon, for the purpose of confirming a resolution passed at the last special meeting, placing all drains and other watercourses situated on district roads under the control of the various Highway and Local Boards. Present—Councillors Samson, Kebbell, Linton, Loudon, Rockstrow, and Gower. Councillor ROCKSTROW read a telegram from the Chairman intimating his inability to be present, and moved that Councillor Linton take the chair, but that gentleman said he should prefer that one of the older members should preside. Councillor SAMSON was then elected to the chair. The minutes of the previous special meeting having been read, The CHAIRMAN stated that that was a special meeting to confirm the resolu- [792, 1292, 942, 1500]
poem-line: We are no veterans in the Thespian art; [636, 1335, 767, 1345]
price-value: 3s 9d. [138, 623, 159, 633]
poem-line: And through our chosen parts be somewhat wide, [636, 1231, 784, 1251]
advert-title: F. DE J. CLERE [195, 42, 282, 58]
advert-line: Os 6d each. [53, 1414, 115, 1430]
poem-line: The curtain's up; the play will soon begin; [636, 1054, 777, 1064]
advert-line: Spring Season, [21, 113, 148, 135]
price-row [10, 830, 159, 840]
poem [634, 1054, 784, 1470]
price-item: Private houses, per closet, [792, 776, 880, 786]
price-item: BLACK Grosgrain, [10, 693, 77, 703]
subhead: INSPECTOR OF NUISANCES. [821, 692, 913, 701]
price-value: 1s. per load. [917, 807, 942, 828]
section-heading: COMMERCIAL. [197, 390, 280, 402]
article-body: A FLAG of truce has been held out, an armistice has been proclaimed, and the dead lock is at an end. Satisfactory as such a result will be to the Colony at large, the pleasure will be considerably damped by the knowledge that the Ship of State has been abandoned to such a thoroughly unscrupulous and practical crew. Although at the very best of times we question if the game is worth the candle, or that the good of the colony effected by the effervescing eloquence of Mr. WHITAKER, junior, be worth the £20 per hour paid for the luxury; still a cessation from the disgraceful recrimination and mutual dirt-throwing, is in itself a pleasing change. Notwithstanding that Mr. HALL has been permitted to steer off from the lee-shore upon which his Administration had been threatened with wreck, the danger is by no means over, and of any faith can be placed in the political barometer his voyage will be neither a prosperous nor a lengthy one. Dropping metaphor, and descending to facts, we find that the Liberal policy stolen from the Grey Government has been so mutilated that even its own authors might be excused for failing to recognise it. An Electoral Qualification Bill has been introduced which aims a blow at the liberties of the people, and is the Conservative character of its provisions out-Herods Herod. It proposes to give holders of freehold property of the value of £25 a vote, but it goes farther, and in the extreme liberality (?) of the concessions lies its greatest danger, as for every £25 of freehold property the possessor will obtain a vote. Such a measure would be nothing more nor less than a counterpoise to neutralise the democratic effects of the lodger and residential clauses. In England we should sympathise with it, because there are no capitalists who might be interested to the extent of £25 in a dozen or a score of constituencies a vote in each. By such a step manhood or any other suffrage could be easily swamped, for by the outlay of £1000, no less than forty votes could be purchased. Notwithstanding that the HALL Government when it took office seemed quite willing to adopt the Liberal programme of their predecessors, they have since made the most desperate efforts to wriggle out of the Redistribution of Seats Bill. Fortunately, however, the unanimous voice of the House was with the measure and by a majority of sixty they have been compelled to promise that the Bill will be dealt [168, 802, 309, 1457]
advert-line: Between the hours of 9 and 10 a.m., 2 and 3 p.m., and 7 and 8 p.m. [174, 260, 303, 281]
price-value: 14s. 6d. [132, 830, 159, 840]
price-value: 8s 6d. [138, 738, 159, 748]
price-row [10, 851, 159, 861]
article-heading: PALMERSTON BOROUGH [664, 1476, 754, 1502]
article-body: The appliances he is preparing will have to be inspected and approved of, before he will be permitted to commence work. I would further ask the Council to authorise the payment to the contractor of £1 per annum in excess of his contract, as otherwise a difficulty arises in entering into an agreement with him of a legal nature. The report was received and adopted. [792, 828, 942, 921]
price-list [10, 683, 159, 714]
advert-line: PALMERSTON NORTH, [201, 251, 276, 260]
subhead: GRAVEL RESERVE. [836, 521, 898, 530]
advert-line: BLACK SILKS. [38, 577, 131, 593]
advert-line: MEN'S, YOUTH'S, AND BOYS' [28, 971, 141, 981]
advert-body: which is under the same efficient and artistic management that has given so much satisfaction to the LADIES of WELLINGTON in the past. [10, 493, 159, 534]
price-value: 18s 6d [136, 1115, 159, 1125]
subhead: APPLICATION FOR SLAUGHTERING LICENSE. [792, 309, 942, 318]
price-row [10, 645, 159, 655]
price-item: Strong Tweed [10, 1230, 53, 1240]
article-body: frontage to Fitzherbert street, leaving a gate at the road for Refuse Pit and pay a rental of £2.—Terms accepted from year to year, subject to certain conditions. [792, 32, 942, 73]
price-list [10, 1043, 159, 1199]
advert-line: SPECIAL NOVELTIES [17, 87, 152, 102]
poem-line: With "Yankee Modesty" and "Irish Assurance." [646, 1106, 784, 1126]
price-value: 4s 9d. [138, 644, 159, 654]
advert-line: Also, a large assortment of MEN'S TWEED SUITS, made of strong, durable material, Fashionable cut, and warranted fully worthy to bear the name of THE TE ARO HOUSE [11, 1429, 158, 1481]
advert-line: A full supply of [59, 1347, 110, 1357]
price-item: SUITS Strong Tweed [10, 1136, 76, 1146]
